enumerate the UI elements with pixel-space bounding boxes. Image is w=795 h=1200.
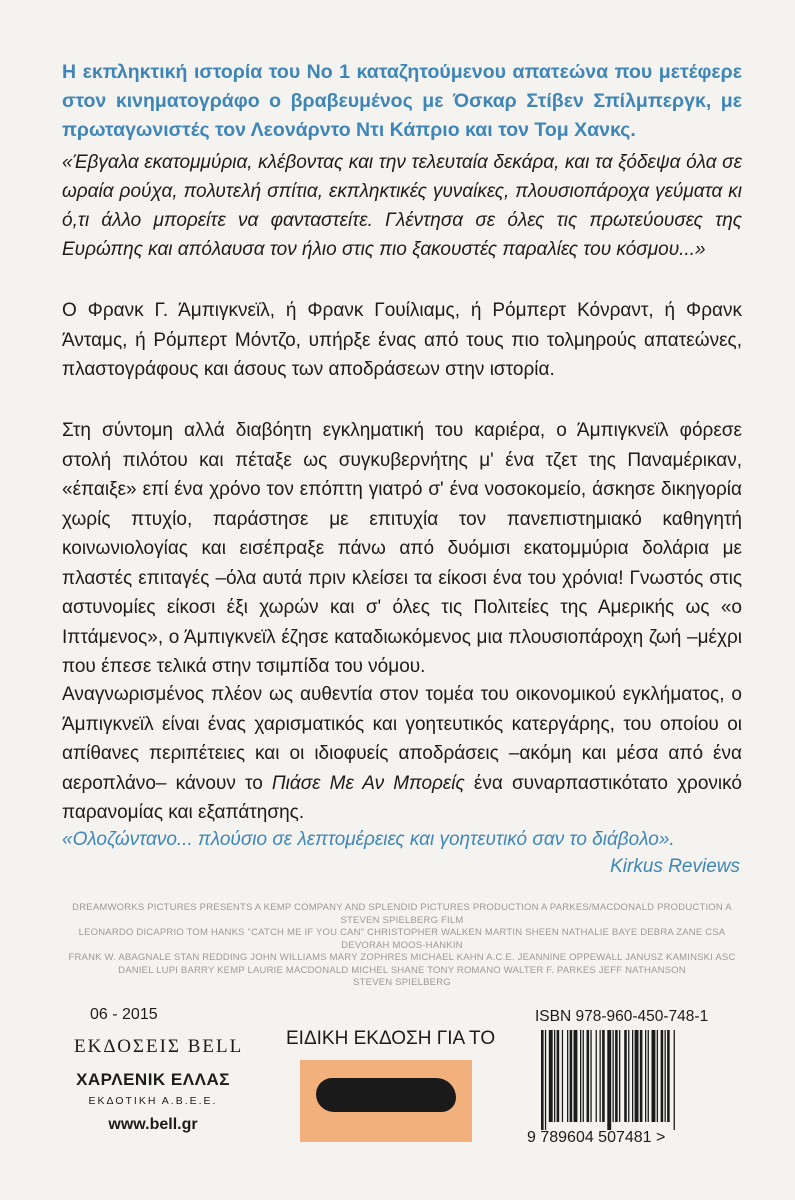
- barcode-bar: [587, 1030, 590, 1122]
- barcode-bar: [632, 1030, 633, 1122]
- barcode-bar: [557, 1030, 560, 1122]
- barcode-bar: [574, 1030, 578, 1122]
- barcode-bar: [674, 1030, 675, 1130]
- paragraph-summary: [62, 680, 742, 828]
- barcode-bar: [580, 1030, 581, 1122]
- credits-line: DREAMWORKS PICTURES PRESENTS A KEMP COMPANY AND SPLENDID PICTURES PRODUCTION A PARKES/MACDONALD PRODUCTION A STEVEN SPIELBERG FILM: [72, 902, 732, 926]
- barcode-bar: [545, 1030, 546, 1130]
- barcode-bar: [667, 1030, 670, 1122]
- paragraph-intro: Ο Φρανκ Γ. Άμπιγκνεϊλ, ή Φρανκ Γουίλιαμς, ή Ρόμπερτ Κόνραντ, ή Φρανκ Άνταμς, ή Ρόμπερτ Μόντζο, υπήρξε ένας από τους πιο τολμηρούς απατεώνες, πλαστογράφους και άσους των αποδράσεων στην ιστορία.: [62, 300, 742, 380]
- summary-text-before: Αναγνωρισμένος πλέον ως αυθεντία στον τομέα του οικονομικού εγκλήματος, ο Άμπιγκνεϊλ είναι ένας χαρισματικός και γοητευτικός κατεργάρης, του οποίου οι απίθανες περιπέτειες και οι ιδιοφυείς αποδράσεις –ακόμη και μέσα από ένα αεροπλάνο– κάνουν το: [62, 684, 742, 794]
- book-title-italic: Πιάσε Με Αν Μπορείς: [271, 772, 465, 794]
- barcode-bar: [652, 1030, 656, 1122]
- barcode-bar: [619, 1030, 620, 1122]
- company-name: ΧΑΡΛΕΝΙΚ ΕΛΛΑΣ: [76, 1070, 230, 1089]
- barcode-bar: [657, 1030, 658, 1122]
- paragraph-career: Στη σύντομη αλλά διαβόητη εγκληματική του καριέρα, ο Άμπιγκνεϊλ φόρεσε στολή πιλότου και πέταξε ως συγκυβερνήτης μ' ένα τζετ της Παναμέρικαν, «έπαιξε» επί ένα χρόνο τον επόπτη γιατρό σ' ένα νοσοκομείο, άσκησε δικηγορία χωρίς πτυχίο, παράστησε με επιτυχία τον πανεπιστημιακό καθηγητή κοινωνιολογίας και εισέπραξε πάνω από δυόμισι εκατομμύρια δολάρια με πλαστές επιταγές –όλα αυτά πριν κλείσει τα είκοσι ένα του χρόνια! Γνωστός στις αστυνομίες είκοσι έξι χωρών και σ' όλες τις Πολιτείες της Αμερικής ως «ο Ιπτάμενος», ο Άμπιγκνεϊλ έζησε καταδιωκόμενος μια πλουσιοπάροχη ζωή –μέχρι που έπεσε τελικά στην τσιμπίδα του νόμου.: [62, 420, 742, 677]
- barcode-bar: [590, 1030, 591, 1122]
- isbn-number: ISBN 978-960-450-748-1: [535, 1008, 709, 1025]
- edition-date: 06 - 2015: [90, 1006, 158, 1023]
- barcode-bar: [562, 1030, 563, 1122]
- barcode-bar: [635, 1030, 639, 1122]
- movie-credits-block: [62, 902, 742, 1002]
- summary-text-after: ένα συναρπαστικότατο χρονικό παρανομίας και εξαπάτησης.: [62, 772, 742, 823]
- barcode-bar: [661, 1030, 664, 1122]
- credits-line: DANIEL LUPI BARRY KEMP LAURIE MACDONALD MICHEL SHANE TONY ROMANO WALTER F. PARKES JEFF NATHANSON: [118, 964, 686, 976]
- barcode-bar: [615, 1030, 618, 1122]
- barcode-digits: 9 789604 507481 >: [527, 1129, 666, 1145]
- barcode-bar: [640, 1030, 643, 1122]
- barcode-bar: [600, 1030, 601, 1122]
- tagline: Η εκπληκτική ιστορία του Νο 1 καταζητούμενου απατεώνα που μετέφερε στον κινηματογράφο ο βραβευμένος με Όσκαρ Στίβεν Σπίλμπεργκ, με πρωταγωνιστές τον Λεονάρντο Ντι Κάπριο και τον Τομ Χανκς.: [62, 61, 742, 141]
- barcode-bar: [613, 1030, 614, 1122]
- barcode-bar: [583, 1030, 584, 1122]
- barcode-bar: [549, 1030, 553, 1122]
- publisher-website: www.bell.gr: [108, 1116, 198, 1133]
- barcode: [525, 1030, 735, 1145]
- barcode-bar: [645, 1030, 646, 1122]
- barcode-bar: [607, 1030, 611, 1130]
- opening-quote: «Έβγαλα εκατομμύρια, κλέβοντας και την τελευταία δεκάρα, και τα ξόδεψα όλα σε ωραία ρούχα, πολυτελή σπίτια, εκπληκτικές γυναίκες, πλουσιοπάροχα γεύματα κι ό,τι άλλο μπορείτε να φανταστείτε. Γλέντησα σε όλες τις πρωτεύουσες της Ευρώπης και απόλαυσα τον ήλιο στις πιο ξακουστές παραλίες του κόσμου...»: [62, 152, 742, 260]
- price-sticker: [300, 1060, 472, 1142]
- credits-line: FRANK W. ABAGNALE STAN REDDING JOHN WILLIAMS MARY ZOPHRES MICHAEL KAHN A.C.E. JEANNINE OPPEWALL JANUSZ KAMINSKI ASC: [68, 952, 736, 963]
- review-quote: «Ολοζώντανο... πλούσιο σε λεπτομέρειες και γοητευτικό σαν το διάβολο».: [62, 829, 675, 850]
- barcode-bar: [554, 1030, 555, 1122]
- credits-line: STEVEN SPIELBERG: [353, 977, 451, 988]
- barcode-bar: [648, 1030, 649, 1122]
- publisher-name: ΕΚΔΟΣΕΙΣ BELL: [74, 1036, 244, 1057]
- barcode-bar: [541, 1030, 544, 1130]
- barcode-bar: [570, 1030, 573, 1122]
- barcode-bar: [567, 1030, 568, 1122]
- barcode-bar: [628, 1030, 629, 1122]
- barcode-bar: [624, 1030, 627, 1122]
- company-subtitle: ΕΚΔΟΤΙΚΗ Α.Β.Ε.Ε.: [88, 1095, 218, 1107]
- special-edition-label: ΕΙΔΙΚΗ ΕΚΔΟΣΗ ΓΙΑ ΤΟ: [286, 1028, 496, 1049]
- barcode-bar: [665, 1030, 666, 1122]
- barcode-bar: [596, 1030, 597, 1122]
- barcode-bar: [602, 1030, 605, 1122]
- redacted-mark: [316, 1078, 456, 1112]
- credits-line: LEONARDO DICAPRIO TOM HANKS "CATCH ME IF YOU CAN" CHRISTOPHER WALKEN MARTIN SHEEN NATHALIE BAYE DEBRA ZANE CSA DEVORAH MOOS-HANKIN: [78, 927, 726, 951]
- barcode-graphic: [525, 1030, 735, 1145]
- review-source: Kirkus Reviews: [610, 856, 740, 877]
